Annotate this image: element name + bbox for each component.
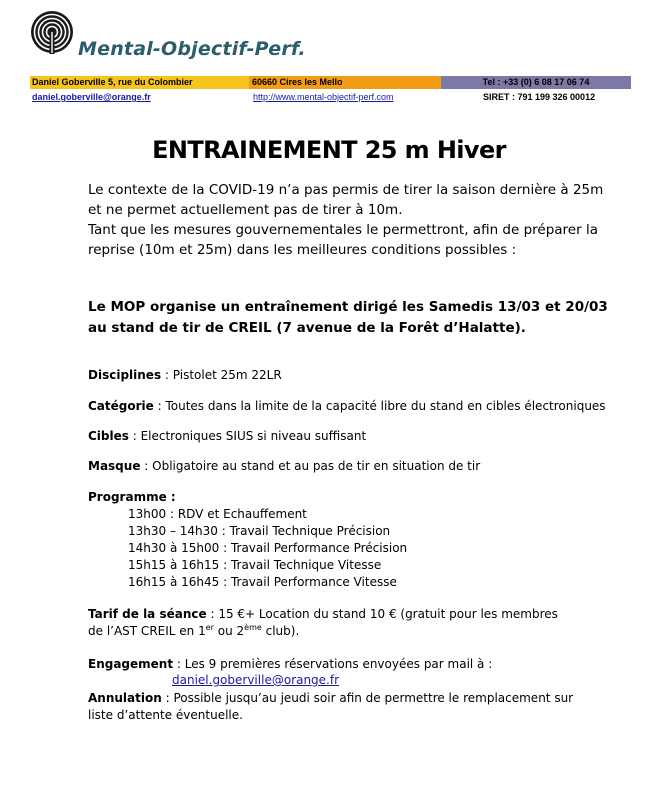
programme-item: 14h30 à 15h00 : Travail Performance Précision bbox=[128, 541, 408, 555]
annulation-value: : Possible jusqu’au jeudi soir afin de permettre le remplacement sur liste d’attente éventuelle. bbox=[88, 691, 574, 722]
cibles-line bbox=[88, 429, 608, 444]
header-email-link[interactable]: daniel.goberville@orange.fr bbox=[32, 92, 151, 102]
brand-name: Mental-Objectif-Perf. bbox=[78, 38, 306, 60]
header-siret: SIRET : 791 199 326 00012 bbox=[483, 92, 596, 102]
programme-item: 15h15 à 16h15 : Travail Technique Vitesse bbox=[128, 558, 382, 572]
programme-item: 13h30 – 14h30 : Travail Technique Précision bbox=[128, 524, 391, 538]
engagement-value: : Les 9 premières réservations envoyées par mail à : bbox=[173, 657, 493, 671]
labyrinth-logo-icon bbox=[30, 10, 74, 54]
categorie-label: Catégorie bbox=[88, 399, 154, 413]
tarif-line bbox=[88, 606, 568, 640]
engagement-line bbox=[88, 657, 608, 672]
programme-heading bbox=[88, 490, 608, 505]
tarif-sup-first: er bbox=[205, 623, 214, 632]
disciplines-label: Disciplines bbox=[88, 368, 162, 382]
categorie-value: : Toutes dans la limite de la capacité libre du stand en cibles électroniques bbox=[153, 399, 606, 413]
tarif-sup-second: ème bbox=[244, 623, 262, 632]
engagement-email-row bbox=[172, 673, 339, 688]
engagement-email-link[interactable]: daniel.goberville@orange.fr bbox=[172, 673, 340, 687]
programme-item: 13h00 : RDV et Echauffement bbox=[128, 507, 307, 521]
programme-item: 16h15 à 16h45 : Travail Performance Vitesse bbox=[128, 575, 397, 589]
header-city: 60660 Cires les Mello bbox=[249, 76, 442, 89]
annulation-label: Annulation bbox=[88, 691, 162, 705]
header-website-link[interactable]: http://www.mental-objectif-perf.com bbox=[253, 92, 394, 102]
masque-value: : Obligatoire au stand et au pas de tir en situation de tir bbox=[140, 459, 481, 473]
annulation-line bbox=[88, 690, 588, 724]
page-title: ENTRAINEMENT 25 m Hiver bbox=[152, 136, 506, 164]
intro-text bbox=[88, 180, 608, 260]
lead-announcement: Le MOP organise un entraînement dirigé les Samedis 13/03 et 20/03 au stand de tir de CREIL (7 avenue de la Forêt d’Halatte). bbox=[88, 299, 608, 336]
masque-line bbox=[88, 459, 608, 474]
tarif-value: : 15 €+ Location du stand 10 € (gratuit pour les membres de l’AST CREIL en 1 bbox=[88, 607, 558, 638]
categorie-line bbox=[88, 399, 608, 414]
intro-paragraph-1: Le contexte de la COVID-19 n’a pas permis de tirer la saison dernière à 25m et ne permet actuellement pas de tirer à 10m. bbox=[88, 182, 604, 218]
engagement-label: Engagement bbox=[88, 657, 174, 671]
disciplines-value: : Pistolet 25m 22LR bbox=[161, 368, 282, 382]
header-address: Daniel Goberville 5, rue du Colombier bbox=[30, 76, 249, 89]
programme-label: Programme : bbox=[88, 490, 176, 504]
tarif-mid: ou 2 bbox=[213, 624, 245, 638]
cibles-label: Cibles bbox=[88, 429, 129, 443]
masque-label: Masque bbox=[88, 459, 141, 473]
programme-list bbox=[128, 506, 407, 591]
cibles-value: : Electroniques SIUS si niveau suffisant bbox=[128, 429, 367, 443]
tarif-end: club). bbox=[261, 624, 300, 638]
disciplines-line bbox=[88, 368, 608, 383]
tarif-label: Tarif de la séance bbox=[88, 607, 207, 621]
header-phone: Tel : +33 (0) 6 08 17 06 74 bbox=[441, 76, 631, 89]
intro-paragraph-2: Tant que les mesures gouvernementales le permettront, afin de préparer la reprise (10m et 25m) dans les meilleures conditions possibles : bbox=[88, 222, 598, 258]
